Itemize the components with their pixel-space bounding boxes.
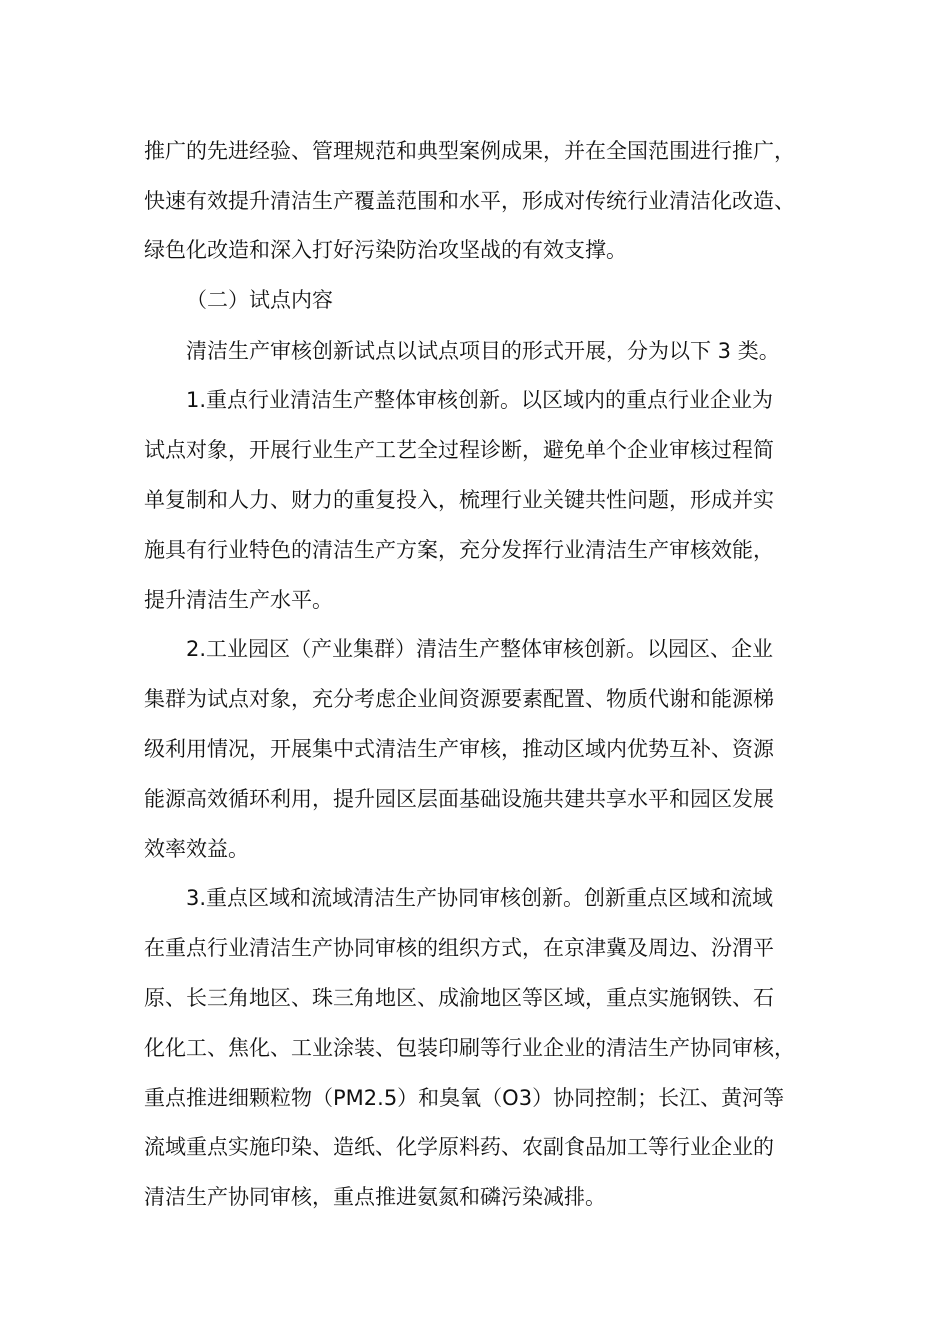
paragraph-line: 快速有效提升清洁生产覆盖范围和水平，形成对传统行业清洁化改造、 <box>144 189 795 213</box>
paragraph-line: 清洁生产协同审核，重点推进氨氮和磷污染减排。 <box>144 1185 606 1209</box>
paragraph-line: 重点推进细颗粒物（PM2.5）和臭氧（O3）协同控制；长江、黄河等 <box>144 1086 785 1110</box>
section-heading: （二）试点内容 <box>186 288 333 312</box>
paragraph-line: 施具有行业特色的清洁生产方案，充分发挥行业清洁生产审核效能， <box>144 538 774 562</box>
list-item-heading: 3.重点区域和流域清洁生产协同审核创新。创新重点区域和流域 <box>186 886 774 910</box>
paragraph-line: 原、长三角地区、珠三角地区、成渝地区等区域，重点实施钢铁、石 <box>144 986 774 1010</box>
paragraph-line: 清洁生产审核创新试点以试点项目的形式开展，分为以下 3 类。 <box>186 339 780 363</box>
paragraph-line: 推广的先进经验、管理规范和典型案例成果，并在全国范围进行推广， <box>144 139 795 163</box>
paragraph-line: 流域重点实施印染、造纸、化学原料药、农副食品加工等行业企业的 <box>144 1135 774 1159</box>
list-item-heading: 1.重点行业清洁生产整体审核创新。以区域内的重点行业企业为 <box>186 388 774 412</box>
paragraph-line: 单复制和人力、财力的重复投入，梳理行业关键共性问题，形成并实 <box>144 488 774 512</box>
paragraph-line: 绿色化改造和深入打好污染防治攻坚战的有效支撑。 <box>144 238 627 262</box>
paragraph-line: 能源高效循环利用，提升园区层面基础设施共建共享水平和园区发展 <box>144 787 774 811</box>
paragraph-line: 化化工、焦化、工业涂装、包装印刷等行业企业的清洁生产协同审核， <box>144 1036 795 1060</box>
paragraph-line: 集群为试点对象，充分考虑企业间资源要素配置、物质代谢和能源梯 <box>144 687 774 711</box>
paragraph-line: 试点对象，开展行业生产工艺全过程诊断，避免单个企业审核过程简 <box>144 438 774 462</box>
paragraph-line: 提升清洁生产水平。 <box>144 588 333 612</box>
paragraph-line: 效率效益。 <box>144 837 249 861</box>
list-item-heading: 2.工业园区（产业集群）清洁生产整体审核创新。以园区、企业 <box>186 637 774 661</box>
paragraph-line: 级利用情况，开展集中式清洁生产审核，推动区域内优势互补、资源 <box>144 737 774 761</box>
paragraph-line: 在重点行业清洁生产协同审核的组织方式，在京津冀及周边、汾渭平 <box>144 936 774 960</box>
